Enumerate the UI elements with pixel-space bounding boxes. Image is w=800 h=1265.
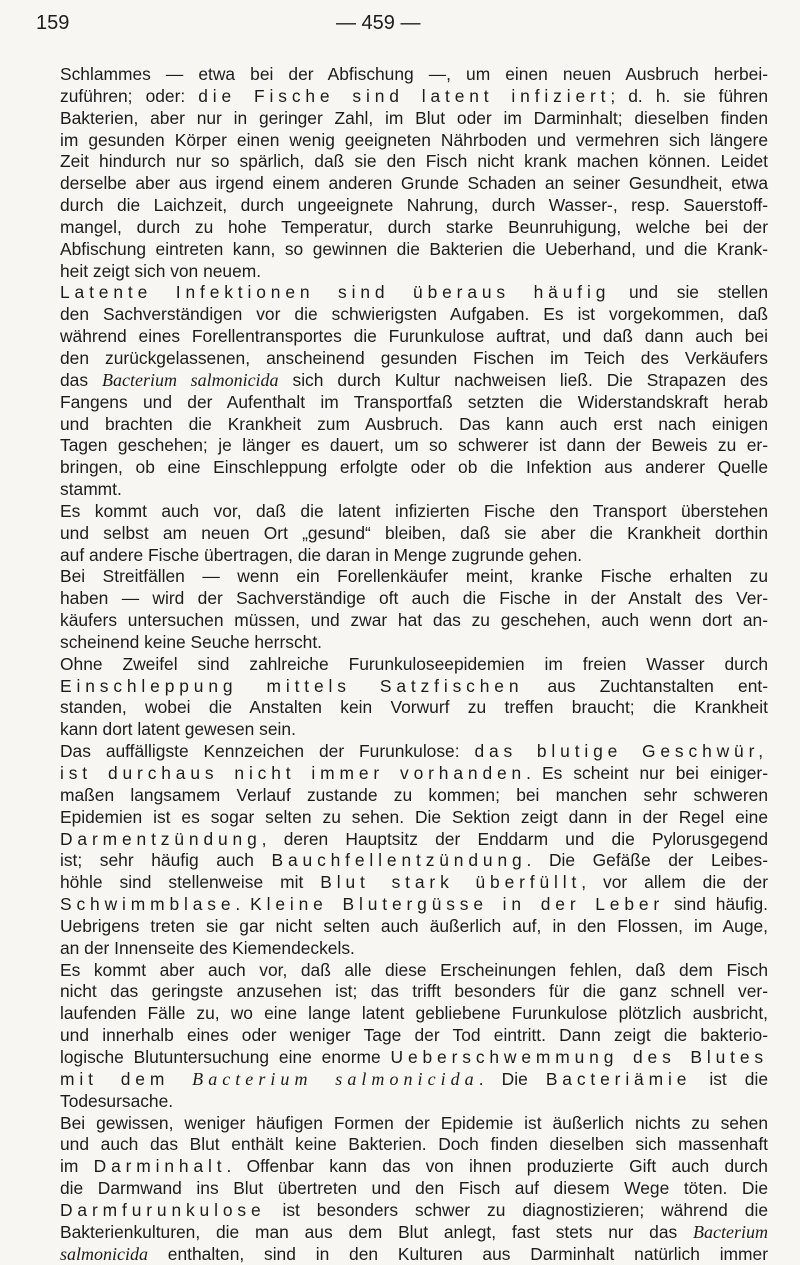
text-line <box>60 1091 768 1113</box>
text-segment: ist besonders schwer zu diagnostizieren; während die <box>265 1199 768 1220</box>
text-line <box>60 763 768 785</box>
text-segment: kann dort latent gewesen sein. <box>60 719 296 740</box>
text-line <box>60 1113 768 1135</box>
text-segment: Bei Streitfällen — wenn ein Forellenkäufer meint, kranke Fische erhalten zu <box>60 566 768 587</box>
text-line <box>60 1156 768 1178</box>
text-line <box>60 392 768 414</box>
text-line <box>60 370 768 392</box>
text-segment: Ohne Zweifel sind zahlreiche Furunkuloseepidemien im freien Wasser durch <box>60 653 768 674</box>
text-line <box>60 676 768 698</box>
text-segment: stammt. <box>60 479 122 500</box>
text-segment: die Darmwand ins Blut übertreten und den Fisch auf diesem Wege töten. Die <box>60 1178 768 1199</box>
emphasis-text: Bacteriämie <box>545 1068 692 1089</box>
text-line <box>60 785 768 807</box>
text-segment: sind häufig. <box>664 894 769 915</box>
text-line <box>60 1003 768 1025</box>
text-line <box>60 741 768 763</box>
text-segment: den zurückgelassenen, anscheinend gesunden Fischen im Teich des Verkäufers <box>60 347 768 368</box>
text-segment: durch die Laichzeit, durch ungeeignete Nahrung, durch Wasser-, resp. Sauerstoff- <box>60 195 768 216</box>
text-line <box>60 1025 768 1047</box>
text-line <box>60 697 768 719</box>
page-number: — 459 — <box>336 12 421 34</box>
text-segment: enthalten, sind in den Kulturen aus Darminhalt natürlich immer <box>148 1243 768 1264</box>
text-segment: und selbst am neuen Ort „gesund“ bleiben, daß sie aber die Krankheit dorthin <box>60 522 768 543</box>
text-segment: scheinend keine Seuche herrscht. <box>60 631 322 652</box>
text-segment: . <box>235 894 251 915</box>
text-segment: ; d. h. sie führen <box>610 85 768 106</box>
text-line <box>60 326 768 348</box>
text-line <box>60 108 768 130</box>
text-segment: , vor allem die der <box>581 872 769 893</box>
text-segment: und sie stellen <box>610 282 768 303</box>
text-line <box>60 610 768 632</box>
emphasis-text: Bauchfellentzündung <box>271 850 527 871</box>
text-segment: Uebrigens treten sie gar nicht selten auch äußerlich auf, in den Flossen, im Auge, <box>60 915 768 936</box>
text-line <box>60 348 768 370</box>
emphasis-text: ist durchaus nicht immer vorhanden <box>60 763 527 783</box>
text-segment: und brachten die Krankheit zum Ausbruch. Das kann auch erst nach einigen <box>60 413 768 434</box>
emphasis-text: Kleine Blutergüsse in der Leber <box>250 894 665 915</box>
text-segment: Tagen geschehen; je länger es dauert, um so schwerer ist dann der Beweis zu er- <box>60 435 768 456</box>
text-line <box>60 86 768 108</box>
text-segment: an der Innenseite des Kiemendeckels. <box>60 937 355 958</box>
text-line <box>60 1200 768 1222</box>
text-segment: . Offenbar kann das von ihnen produzierte Gift auch durch <box>226 1156 768 1177</box>
text-segment: Todesursache. <box>60 1090 174 1111</box>
text-line <box>60 282 768 304</box>
text-line <box>60 304 768 326</box>
text-segment: käufers untersuchen müssen, und zwar hat das zu geschehen, auch wenn dort an- <box>60 610 768 631</box>
emphasis-text: Schwimmblase <box>60 894 236 915</box>
text-line <box>60 1134 768 1156</box>
text-line <box>60 457 768 479</box>
text-line <box>60 719 768 741</box>
text-segment: derselbe aber aus irgend einem anderen Grunde Schaden an seiner Gesundheit, etwa <box>60 173 768 194</box>
text-segment: . Die <box>478 1068 546 1089</box>
text-line <box>60 414 768 436</box>
text-line <box>60 261 768 283</box>
text-segment: aus Zuchtanstalten ent- <box>523 675 768 696</box>
page-header <box>36 12 764 42</box>
text-segment: bringen, ob eine Einschleppung erfolgte oder ob die Infektion aus anderer Quelle <box>60 457 768 478</box>
text-line <box>60 566 768 588</box>
text-segment: ist; sehr häufig auch <box>60 850 272 871</box>
emphasis-text: Blut stark überfüllt <box>320 872 582 893</box>
emphasis-text: salmonicida <box>60 1243 148 1264</box>
text-segment: auf andere Fische übertragen, die daran in Menge zugrunde gehen. <box>60 544 583 565</box>
text-line <box>60 850 768 872</box>
text-line <box>60 195 768 217</box>
text-line <box>60 1178 768 1200</box>
text-line <box>60 151 768 173</box>
text-segment: Es kommt auch vor, daß die latent infizierten Fische den Transport überstehen <box>60 500 768 521</box>
text-line <box>60 217 768 239</box>
text-segment: Bakterien, aber nur in geringer Zahl, im Blut oder im Darminhalt; dieselben finden <box>60 107 768 128</box>
text-line <box>60 545 768 567</box>
text-segment: im gesunden Körper einen wenig geeigneten Nährboden und vermehren sich längere <box>60 129 768 150</box>
text-line <box>60 938 768 960</box>
text-line <box>60 1069 768 1091</box>
emphasis-text: Bacterium salmonicida <box>192 1068 479 1089</box>
text-segment: . Es scheint nur bei einiger- <box>526 763 768 783</box>
text-segment: Fangens und der Aufenthalt im Transportfaß setzten die Widerstandskraft herab <box>60 391 768 412</box>
text-segment: Das auffälligste Kennzeichen der Furunkulose: <box>60 741 475 762</box>
text-line <box>60 872 768 894</box>
emphasis-text: Ueberschwemmung des Blutes <box>390 1046 768 1067</box>
text-line <box>60 479 768 501</box>
text-segment: laufenden Fälle zu, wo eine lange latent gebliebene Furunkulose plötzlich ausbricht, <box>60 1003 768 1024</box>
text-line <box>60 239 768 261</box>
emphasis-text: Bacterium salmonicida <box>101 369 279 390</box>
body-text <box>60 64 768 1265</box>
text-line <box>60 654 768 676</box>
text-segment: ist die <box>691 1068 769 1089</box>
emphasis-text: das blutige Geschwür, <box>474 741 768 762</box>
text-segment: haben — wird der Sachverständige oft auch die Fische in der Anstalt des Ver- <box>60 588 768 609</box>
emphasis-text: mit dem <box>60 1068 193 1089</box>
text-segment: , deren Hauptsitz der Enddarm und die Pylorusgegend <box>261 828 768 849</box>
emphasis-text: die Fische sind latent infiziert <box>198 85 611 106</box>
text-segment: nicht das geringste anzusehen ist; das trifft besonders für die ganz schnell ver- <box>60 981 768 1002</box>
text-segment: und innerhalb eines oder weniger Tage der Tod eintritt. Dann zeigt die bakterio- <box>60 1025 768 1046</box>
emphasis-text: Darmfurunkulose <box>60 1199 266 1220</box>
text-line <box>60 916 768 938</box>
text-segment: maßen langsamem Verlauf zustande zu kommen; bei manchen sehr schweren <box>60 784 768 805</box>
text-line <box>60 960 768 982</box>
text-line <box>60 1222 768 1244</box>
text-segment: . Die Gefäße der Leibes- <box>526 850 768 871</box>
folio-number: 159 <box>36 12 70 34</box>
text-segment: heit zeigt sich von neuem. <box>60 260 262 281</box>
text-segment: höhle sind stellenweise mit <box>60 872 321 893</box>
text-segment: mangel, durch zu hohe Temperatur, durch starke Beunruhigung, welche bei der <box>60 216 768 237</box>
text-segment: Abfischung eintreten kann, so gewinnen die Bakterien die Ueberhand, und die Krank- <box>60 238 768 259</box>
emphasis-text: Darminhalt <box>93 1156 227 1177</box>
text-segment: logische Blutuntersuchung eine enorme <box>60 1046 391 1067</box>
text-line <box>60 435 768 457</box>
text-segment: Es kommt aber auch vor, daß alle diese Erscheinungen fehlen, daß dem Fisch <box>60 959 768 980</box>
text-line <box>60 632 768 654</box>
text-line <box>60 894 768 916</box>
text-segment: und auch das Blut enthält keine Bakterien. Doch finden dieselben sich massenhaft <box>60 1134 768 1155</box>
text-segment: im <box>60 1156 94 1177</box>
text-segment: Bakterienkulturen, die man aus dem Blut anlegt, fast stets nur das <box>60 1221 694 1242</box>
text-line <box>60 130 768 152</box>
text-line <box>60 829 768 851</box>
text-line <box>60 1244 768 1265</box>
text-segment: den Sachverständigen vor die schwierigsten Aufgaben. Es ist vorgekommen, daß <box>60 304 768 325</box>
text-line <box>60 523 768 545</box>
text-line <box>60 64 768 86</box>
text-segment: sich durch Kultur nachweisen ließ. Die Strapazen des <box>278 369 768 390</box>
text-segment: Zeit hindurch nur so spärlich, daß sie den Fisch nicht krank machen können. Leidet <box>60 151 768 172</box>
emphasis-text: Latente Infektionen sind überaus häufig <box>60 282 611 303</box>
text-segment: standen, wobei die Anstalten kein Vorwurf zu treffen braucht; die Krankheit <box>60 697 768 718</box>
text-line <box>60 807 768 829</box>
emphasis-text: Darmentzündung <box>60 828 262 849</box>
text-line <box>60 588 768 610</box>
text-segment: Schlammes — etwa bei der Abfischung —, um einen neuen Ausbruch herbei- <box>60 64 768 84</box>
text-line <box>60 1047 768 1069</box>
text-line <box>60 981 768 1003</box>
text-line <box>60 173 768 195</box>
text-segment: zuführen; oder: <box>60 85 199 106</box>
text-segment: Epidemien ist es sogar selten zu sehen. Die Sektion zeigt dann in der Regel eine <box>60 806 768 827</box>
text-segment: während eines Forellentransportes die Furunkulose auftrat, und daß dann auch bei <box>60 326 768 347</box>
text-segment: das <box>60 369 102 390</box>
text-line <box>60 501 768 523</box>
emphasis-text: Bacterium <box>693 1221 768 1242</box>
emphasis-text: Einschleppung mittels Satzfischen <box>60 675 524 696</box>
text-segment: Bei gewissen, weniger häufigen Formen der Epidemie ist äußerlich nichts zu sehen <box>60 1112 768 1133</box>
